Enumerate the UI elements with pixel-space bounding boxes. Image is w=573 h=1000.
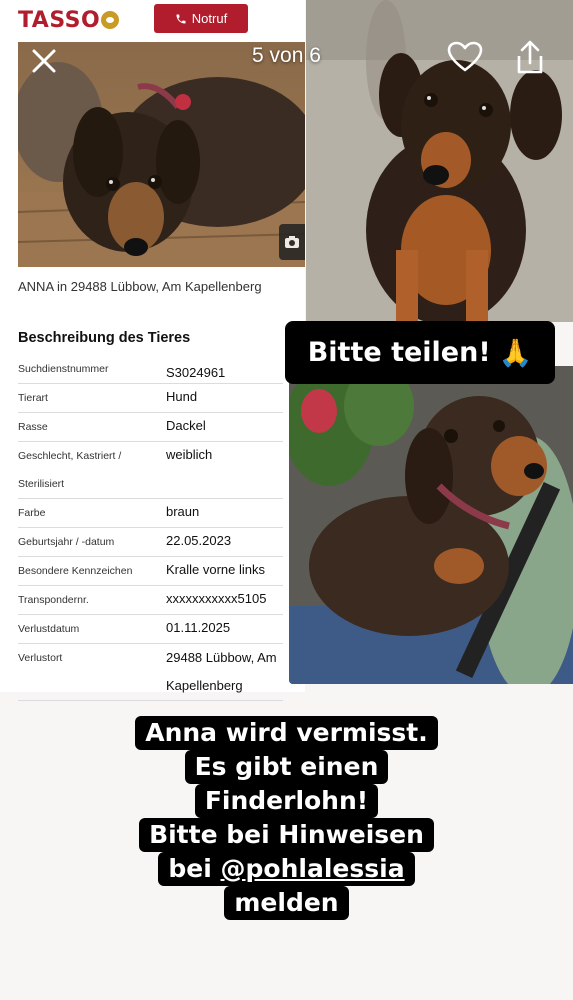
info-key: Verlustdatum xyxy=(18,623,80,635)
caption-line: melden xyxy=(224,886,348,920)
pet-location: ANNA in 29488 Lübbow, Am Kapellenberg xyxy=(18,279,262,294)
info-value: S3024961 xyxy=(166,365,226,380)
caption-line: Bitte bei Hinweisen xyxy=(139,818,434,852)
description-title: Beschreibung des Tieres xyxy=(18,330,191,346)
share-request-sticker xyxy=(285,321,555,384)
info-row xyxy=(18,615,283,644)
info-row xyxy=(18,644,283,701)
pet-info-table xyxy=(18,355,283,701)
info-row xyxy=(18,499,283,528)
info-row xyxy=(18,355,283,384)
tasso-listing-panel xyxy=(0,0,305,692)
dog-photo-lying xyxy=(18,42,305,267)
info-key-line: Sterilisiert xyxy=(18,478,65,490)
tasso-logo: TASSO xyxy=(18,8,119,33)
info-key-line: Geschlecht, Kastriert / xyxy=(18,450,122,462)
info-row xyxy=(18,557,283,586)
threads-icon: @ xyxy=(220,854,246,883)
heart-icon[interactable] xyxy=(447,41,483,73)
info-key: Geburtsjahr / -datum xyxy=(18,536,115,548)
info-key: Besondere Kennzeichen xyxy=(18,565,133,577)
info-value: Dackel xyxy=(166,418,206,433)
phone-icon xyxy=(175,13,187,25)
caption-line: Finderlohn! xyxy=(195,784,378,818)
info-row xyxy=(18,413,283,442)
share-icon[interactable] xyxy=(513,39,547,75)
info-value: 22.05.2023 xyxy=(166,533,232,548)
dog-photo-lap xyxy=(289,366,573,684)
info-value: weiblich xyxy=(166,447,213,462)
caption-line xyxy=(158,852,414,886)
notruf-label: Notruf xyxy=(191,11,228,26)
info-row xyxy=(18,586,283,615)
info-key: Suchdienstnummer xyxy=(18,363,109,375)
caption-line: Es gibt einen xyxy=(185,750,389,784)
sticker-text: Bitte teilen! xyxy=(307,337,491,368)
info-key: Tierart xyxy=(18,392,48,404)
pray-icon: 🙏 xyxy=(498,337,533,369)
caption-line: Anna wird vermisst. xyxy=(135,716,438,750)
info-value: braun xyxy=(166,504,200,519)
info-key: Verlustort xyxy=(18,652,63,664)
notruf-button[interactable] xyxy=(154,4,248,33)
info-value-line: Kapellenberg xyxy=(166,678,243,693)
info-value: 01.11.2025 xyxy=(166,620,231,635)
info-key xyxy=(18,442,166,498)
info-row xyxy=(18,384,283,413)
info-row xyxy=(18,442,283,499)
camera-icon[interactable] xyxy=(279,224,305,260)
info-value xyxy=(166,644,283,700)
mention-handle: pohlalessia xyxy=(245,854,405,883)
info-value: Hund xyxy=(166,389,198,404)
story-counter: 5 von 6 xyxy=(252,44,321,67)
info-key: Farbe xyxy=(18,507,46,519)
info-key: Rasse xyxy=(18,421,48,433)
mention-link[interactable] xyxy=(221,854,405,883)
info-value: xxxxxxxxxxx5105 xyxy=(166,591,267,606)
story-caption xyxy=(0,716,573,920)
info-row xyxy=(18,528,283,557)
caption-text: bei xyxy=(168,854,221,883)
info-key: Transpondernr. xyxy=(18,594,89,606)
info-value: Kralle vorne links xyxy=(166,562,265,577)
info-value-line: 29488 Lübbow, Am xyxy=(166,650,277,665)
paw-icon xyxy=(101,11,119,29)
